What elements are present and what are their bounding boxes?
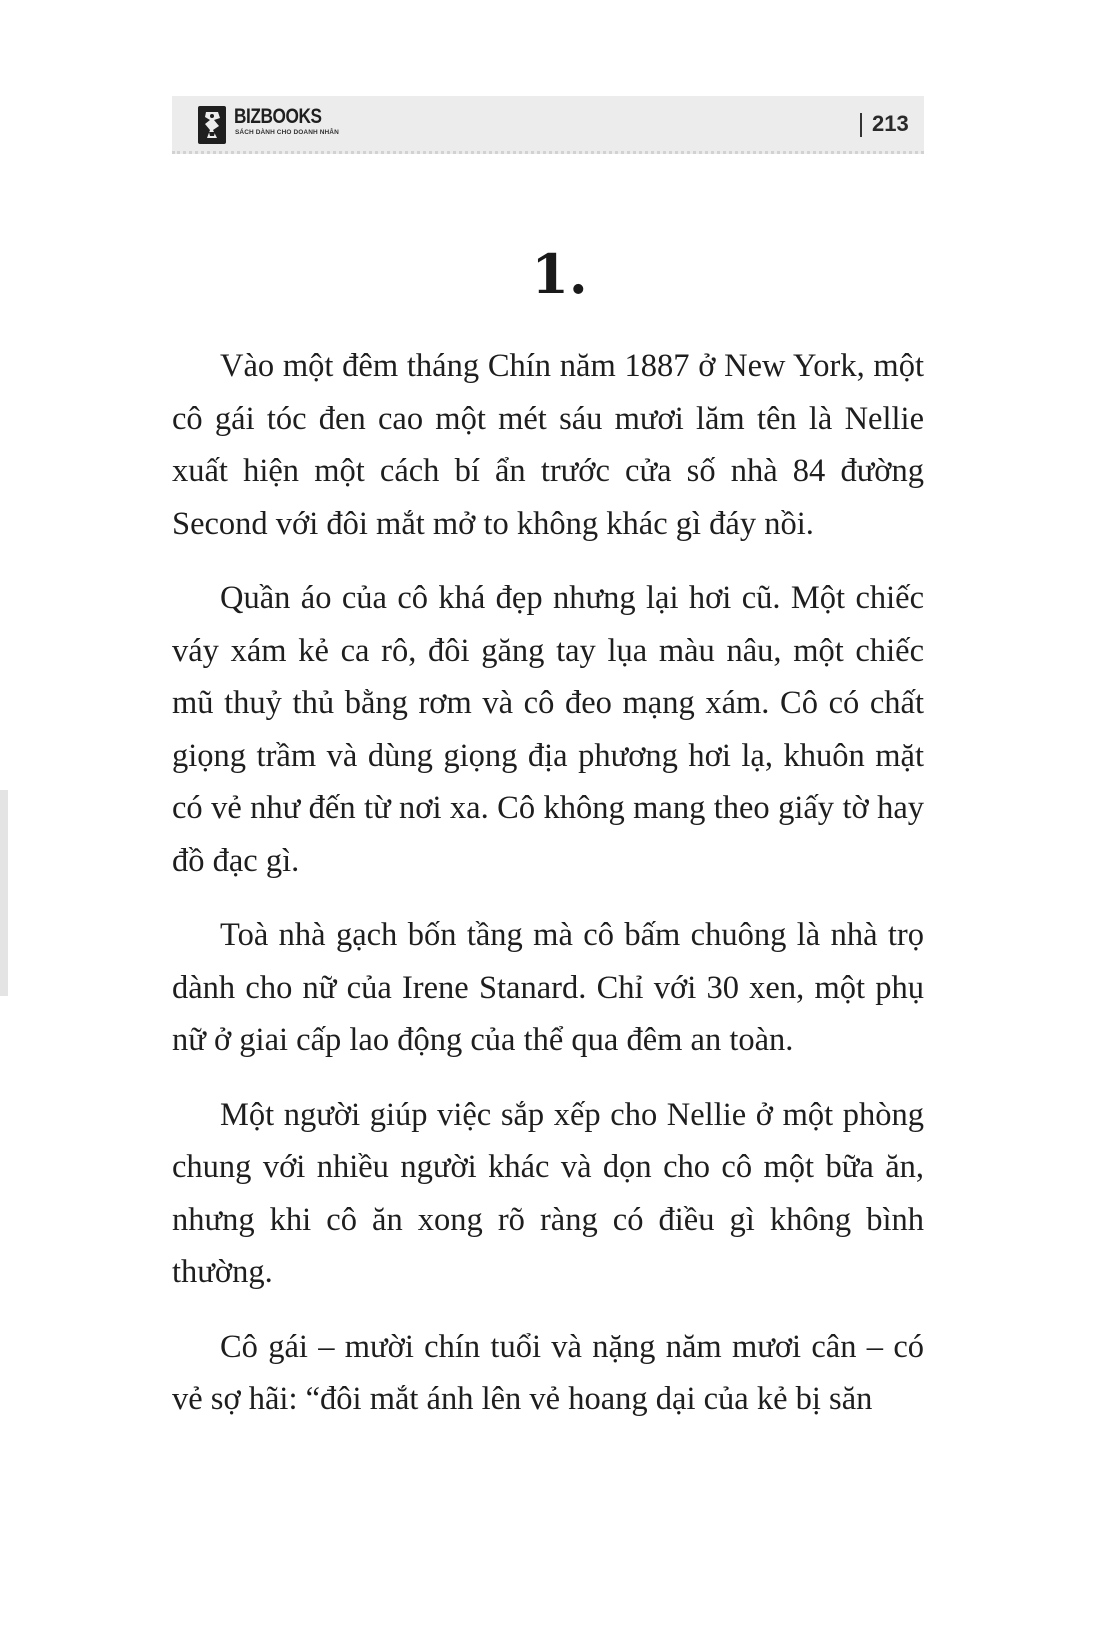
brand-tagline: SÁCH DÀNH CHO DOANH NHÂN xyxy=(235,129,339,136)
page-header xyxy=(172,96,924,154)
paragraph: Quần áo của cô khá đẹp nhưng lại hơi cũ. Một chiếc váy xám kẻ ca rô, đôi găng tay lụa màu nâu, một chiếc mũ thuỷ thủ bằng rơm và cô đeo mạng xám. Cô có chất giọng trầm và dùng giọng địa phương hơi lạ, khuôn mặt có vẻ như đến từ nơi xa. Cô không mang theo giấy tờ hay đồ đạc gì. xyxy=(172,580,924,879)
paragraph: Một người giúp việc sắp xếp cho Nellie ở một phòng chung với nhiều người khác và dọn cho cô một bữa ăn, nhưng khi cô ăn xong rõ ràng có điều gì không bình thường. xyxy=(172,1096,924,1290)
brand-name: BIZBOOKS xyxy=(234,105,322,128)
paragraph: Vào một đêm tháng Chín năm 1887 ở New York, một cô gái tóc đen cao một mét sáu mươi lăm tên là Nellie xuất hiện một cách bí ẩn trước cửa số nhà 84 đường Second với đôi mắt mở to không khác gì đáy nồi. xyxy=(172,348,924,542)
bizbooks-logo-icon xyxy=(198,106,226,144)
chapter-number: 1. xyxy=(531,242,588,306)
page-number-divider xyxy=(860,113,862,137)
paragraph: Toà nhà gạch bốn tầng mà cô bấm chuông là nhà trọ dành cho nữ của Irene Stanard. Chỉ với 30 xen, một phụ nữ ở giai cấp lao động của thể qua đêm an toàn. xyxy=(172,917,924,1058)
page-edge-tab xyxy=(0,790,8,996)
body-text xyxy=(172,340,924,1448)
paragraph: Cô gái – mười chín tuổi và nặng năm mươi cân – có vẻ sợ hãi: “đôi mắt ánh lên vẻ hoang dại của kẻ bị săn xyxy=(172,1328,924,1417)
page-number: 213 xyxy=(872,111,909,136)
